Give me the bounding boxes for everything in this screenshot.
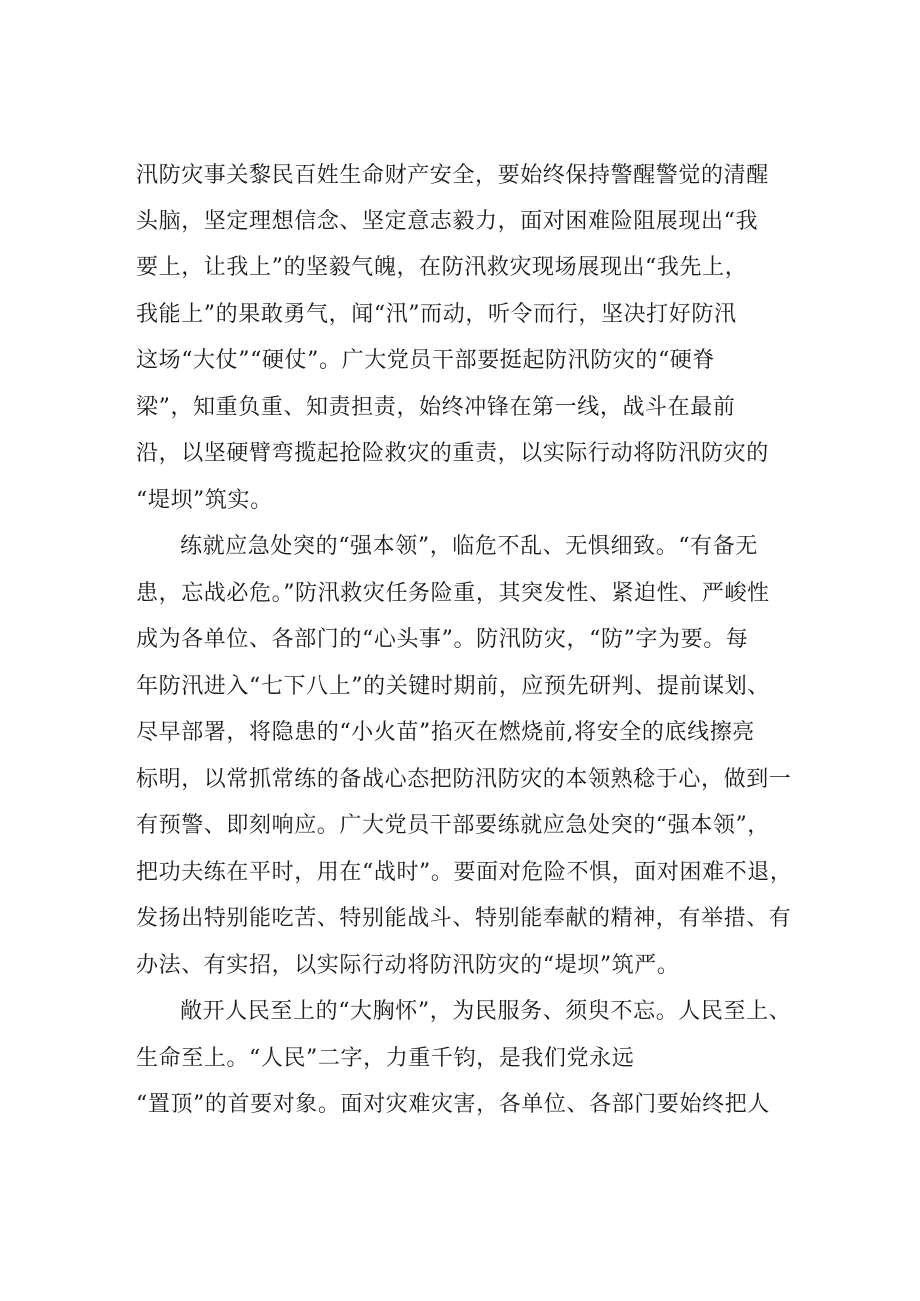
text-line: 汛防灾事关黎民百姓生命财产安全，要始终保持警醒警觉的清醒 xyxy=(136,163,769,188)
paragraph-first-line: 练就应急处突的“强本领”，临危不乱、无惧细致。“有备无 xyxy=(180,534,758,559)
text-line: 这场“大仗”“硬仗”。广大党员干部要挺起防汛防灾的“硬脊 xyxy=(136,348,716,373)
text-line: 把功夫练在平时，用在“战时”。要面对危险不惧，面对困难不退， xyxy=(136,860,793,885)
text-line: 标明，以常抓常练的备战心态把防汛防灾的本领熟稔于心，做到一 xyxy=(136,767,792,792)
text-line: 尽早部署，将隐患的“小火苗”掐灭在燃烧前,将安全的底线擦亮 xyxy=(136,720,755,745)
text-line: 要上，让我上”的坚毅气魄，在防汛救灾现场展现出“我先上， xyxy=(136,255,748,280)
text-line: 发扬出特别能吃苦、特别能战斗、特别能奉献的精神，有举措、有 xyxy=(136,906,792,931)
text-line: 生命至上。“人民”二字，力重千钧，是我们党永远 xyxy=(136,1046,635,1071)
text-line: 沿，以坚硬臂弯揽起抢险救灾的重责，以实际行动将防汛防灾的 xyxy=(136,441,769,466)
text-line: 头脑，坚定理想信念、坚定意志毅力，面对困难险阻展现出“我 xyxy=(136,209,759,234)
text-line: 年防汛进入“七下八上”的关键时期前，应预先研判、提前谋划、 xyxy=(136,674,770,699)
text-line: “置顶”的首要对象。面对灾难灾害，各单位、各部门要始终把人 xyxy=(136,1092,770,1117)
text-line: 办法、有实招，以实际行动将防汛防灾的“堤坝”筑严。 xyxy=(136,953,680,978)
text-line: 我能上”的果敢勇气，闻“汛”而动，听令而行，坚决打好防汛 xyxy=(136,302,737,327)
text-line: 成为各单位、各部门的“心头事”。防汛防灾，“防”字为要。每 xyxy=(136,627,749,652)
text-line: 梁”，知重负重、知责担责，始终冲锋在第一线，战斗在最前 xyxy=(136,395,736,420)
text-line: 患，忘战必危。”防汛救灾任务险重，其突发性、紧迫性、严峻性 xyxy=(136,581,770,606)
text-line: “堤坝”筑实。 xyxy=(136,488,273,513)
paragraph-first-line: 敞开人民至上的“大胸怀”，为民服务、须臾不忘。人民至上、 xyxy=(180,999,792,1024)
text-line: 有预警、即刻响应。广大党员干部要练就应急处突的“强本领”， xyxy=(136,813,770,838)
